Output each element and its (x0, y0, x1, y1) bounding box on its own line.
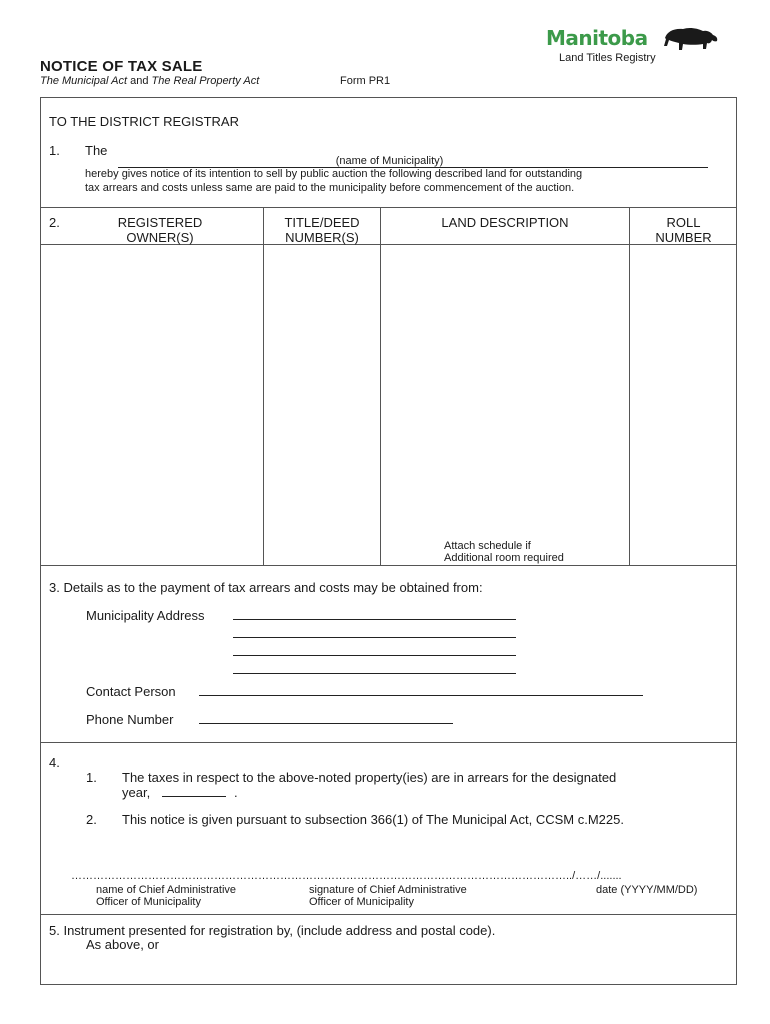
subtitle-and: and (130, 75, 149, 87)
phone-number-label: Phone Number (86, 712, 174, 727)
phone-number-field[interactable] (199, 723, 453, 724)
section1-number: 1. (49, 143, 60, 158)
signature-dotted-line[interactable]: ………………………………………………………………………………………………………………………../……/....... (71, 870, 622, 882)
cao-name-caption (96, 884, 236, 908)
contact-person-field[interactable] (199, 695, 643, 696)
bison-icon (661, 26, 719, 52)
cao-signature-caption-line1: signature of Chief Administrative (309, 884, 467, 896)
title-entry-area[interactable] (264, 245, 380, 565)
cao-name-caption-line1: name of Chief Administrative (96, 884, 237, 896)
section4-item1-period: . (234, 785, 238, 800)
land-description-entry-area[interactable] (381, 245, 629, 535)
address-line-3[interactable] (233, 655, 516, 656)
roll-number-entry-area[interactable] (630, 245, 737, 565)
municipality-name-caption: (name of Municipality) (335, 155, 444, 167)
form-title: NOTICE OF TAX SALE (40, 58, 203, 75)
section1-text-line2: tax arrears and costs unless same are paid to the municipality before commencement of the auction. (85, 182, 575, 194)
arrears-year-field[interactable] (162, 796, 226, 797)
address-line-1[interactable] (233, 619, 516, 620)
col-header-roll-line2: NUMBER (655, 230, 712, 245)
section2-number: 2. (49, 215, 60, 230)
divider (40, 914, 737, 915)
section4-item1-text: The taxes in respect to the above-noted property(ies) are in arrears for the designated (122, 770, 617, 785)
act-name-municipal: The Municipal Act (40, 75, 128, 87)
logo-wordmark: Manitoba (546, 26, 648, 50)
col-header-title-line2: NUMBER(S) (285, 230, 359, 245)
manitoba-logo (546, 26, 648, 50)
section1-text-line1: hereby gives notice of its intention to sell by public auction the following described land for outstanding (85, 168, 583, 180)
col-header-land-description: LAND DESCRIPTION (441, 215, 569, 230)
address-line-2[interactable] (233, 637, 516, 638)
cao-signature-caption (309, 884, 467, 908)
address-line-4[interactable] (233, 673, 516, 674)
date-caption: date (YYYY/MM/DD) (596, 884, 698, 896)
owner-entry-area[interactable] (41, 245, 263, 565)
attach-note-line1: Attach schedule if (444, 540, 531, 552)
col-header-title-deed (264, 215, 380, 245)
attach-note-line2: Additional room required (444, 552, 564, 564)
divider (40, 565, 737, 566)
municipality-address-label: Municipality Address (86, 608, 205, 623)
cao-signature-caption-line2: Officer of Municipality (309, 896, 414, 908)
registry-label: Land Titles Registry (559, 52, 656, 64)
presenter-entry-area[interactable] (41, 954, 737, 984)
form-subtitle (40, 75, 259, 87)
form-number: Form PR1 (340, 75, 391, 87)
divider (40, 207, 737, 208)
contact-person-label: Contact Person (86, 684, 176, 699)
col-header-roll-number (630, 215, 737, 245)
divider (40, 742, 737, 743)
addressee: TO THE DISTRICT REGISTRAR (49, 114, 239, 129)
col-header-title-line1: TITLE/DEED (284, 215, 360, 230)
section3-heading: 3. Details as to the payment of tax arrears and costs may be obtained from: (49, 580, 483, 595)
section4-item2-number: 2. (86, 812, 97, 827)
cao-name-caption-line2: Officer of Municipality (96, 896, 201, 908)
col-header-owner (90, 215, 230, 245)
section4-number: 4. (49, 755, 60, 770)
section4-item1-number: 1. (86, 770, 97, 785)
section4-item1-year-label: year, (122, 785, 151, 800)
act-name-real-property: The Real Property Act (151, 75, 260, 87)
section1-the: The (85, 143, 108, 158)
section4-item2-text: This notice is given pursuant to subsection 366(1) of The Municipal Act, CCSM c.M225. (122, 812, 624, 827)
col-header-roll-line1: ROLL (666, 215, 701, 230)
section5-line1: 5. Instrument presented for registration by, (include address and postal code). (49, 923, 496, 938)
section5-line2: As above, or (86, 937, 159, 952)
col-header-owner-line1: REGISTERED (117, 215, 203, 230)
col-header-owner-line2: OWNER(S) (126, 230, 194, 245)
